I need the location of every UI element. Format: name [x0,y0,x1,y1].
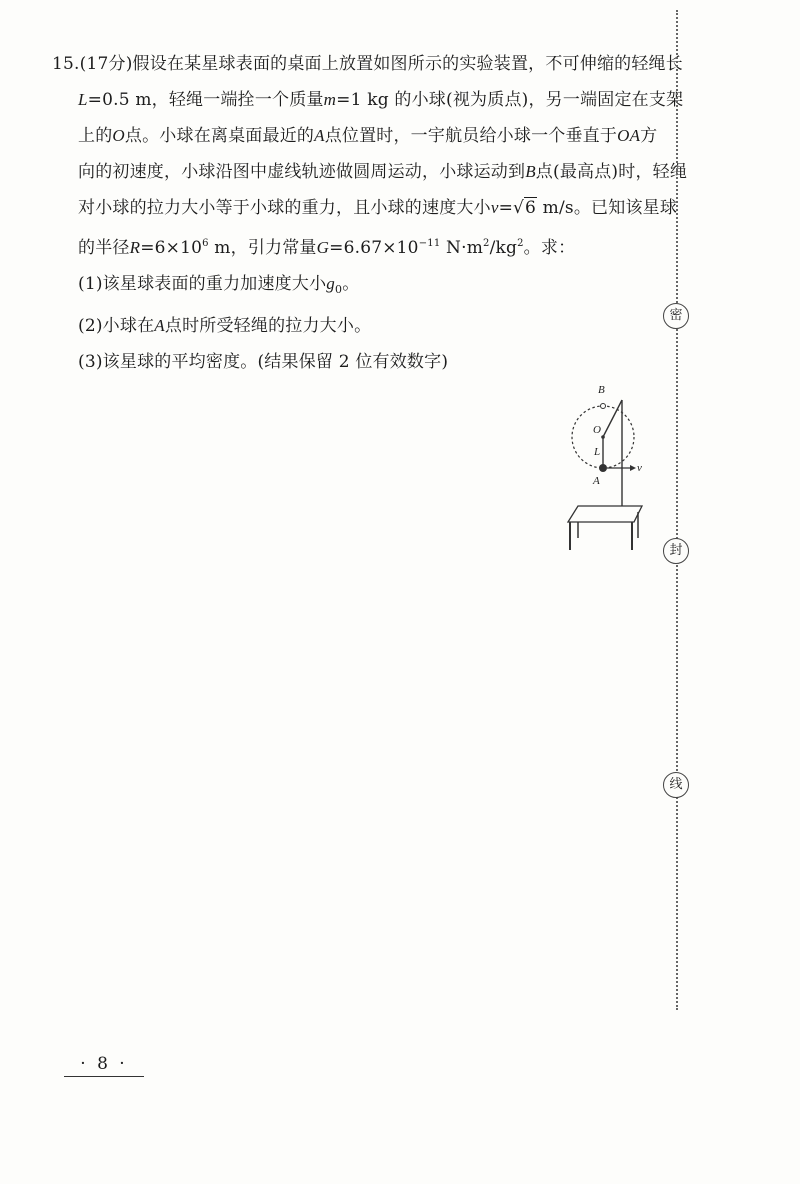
question-text: 方 [640,126,658,146]
label-B: B [598,384,605,396]
var-A: A [154,316,165,335]
question-text: =6.67×10 [329,238,419,258]
question-points: (17分) [79,54,133,74]
binding-line [676,10,678,1010]
var-A: A [314,126,325,145]
question-text: =1 kg 的小球(视为质点)，另一端固定在支架 [336,90,684,110]
question-line-6 [52,226,647,266]
question-text: m/s。已知该星球 [537,198,678,218]
table-top [568,506,642,522]
label-O: O [593,424,601,436]
subquestion-1 [52,266,647,308]
question-text: 。求： [523,238,576,258]
question-number: 15. [52,54,80,74]
var-B: B [525,162,536,181]
question-text: 向的初速度，小球沿图中虚线轨迹做圆周运动，小球运动到 [78,162,526,182]
exponent: 2 [517,238,524,249]
sqrt-value: 6 [525,198,537,218]
question-text: 点时所受轻绳的拉力大小。 [164,316,372,336]
margin-mark-mi: 密 [663,303,689,329]
var-O: O [112,126,125,145]
question-text: 点。小球在离桌面最近的 [124,126,315,146]
question-text: 上的 [78,126,113,146]
var-v: v [490,198,499,217]
question-line-1 [52,46,683,82]
margin-mark-xian: 线 [663,772,689,798]
question-text: (2)小球在 [78,316,155,336]
question-line-4 [52,154,688,190]
question-text: (1)该星球表面的重力加速度大小 [78,274,327,294]
var-G: G [316,238,330,257]
label-L: L [594,446,601,458]
question-line-5 [52,190,678,226]
var-R: R [129,238,141,257]
exponent: 6 [202,238,209,249]
question-text: 对小球的拉力大小等于小球的重力，且小球的速度大小 [78,198,491,218]
var-m: m [323,90,337,109]
pivot-point [601,435,605,439]
var-g: g [326,274,335,293]
label-v: v [637,462,642,474]
question-text: 假设在某星球表面的桌面上放置如图所示的实验装置，不可伸缩的轻绳长 [132,54,683,74]
exponent: −11 [418,238,441,249]
var-OA: OA [617,126,641,145]
var-L: L [78,90,88,109]
label-A: A [593,475,600,487]
question-line-2 [52,82,684,118]
page-number: · 8 · [64,1054,144,1077]
question-text: 的半径 [78,238,130,258]
sqrt-sign: =√ [498,198,525,218]
ball-at-A [599,464,607,472]
subquestion-2 [52,308,647,344]
question-text: =0.5 m，轻绳一端拴一个质量 [87,90,324,110]
question-text: N·m [440,238,484,258]
velocity-arrowhead [630,465,636,471]
subquestion-3: (3)该星球的平均密度。(结果保留 2 位有效数字) [78,352,449,372]
question-line-3 [52,118,658,154]
question-15 [52,46,688,380]
subscript: 0 [334,283,343,296]
question-text: /kg [489,238,518,258]
question-text: m，引力常量 [208,238,317,258]
question-text: 。 [342,274,360,294]
point-B-marker [601,404,606,409]
exponent: 2 [483,238,490,249]
apparatus-figure [560,378,660,563]
margin-mark-feng: 封 [663,538,689,564]
question-text: 点(最高点)时，轻绳 [535,162,688,182]
question-text: =6×10 [140,238,203,258]
question-text: 点位置时，一宇航员给小球一个垂直于 [324,126,618,146]
